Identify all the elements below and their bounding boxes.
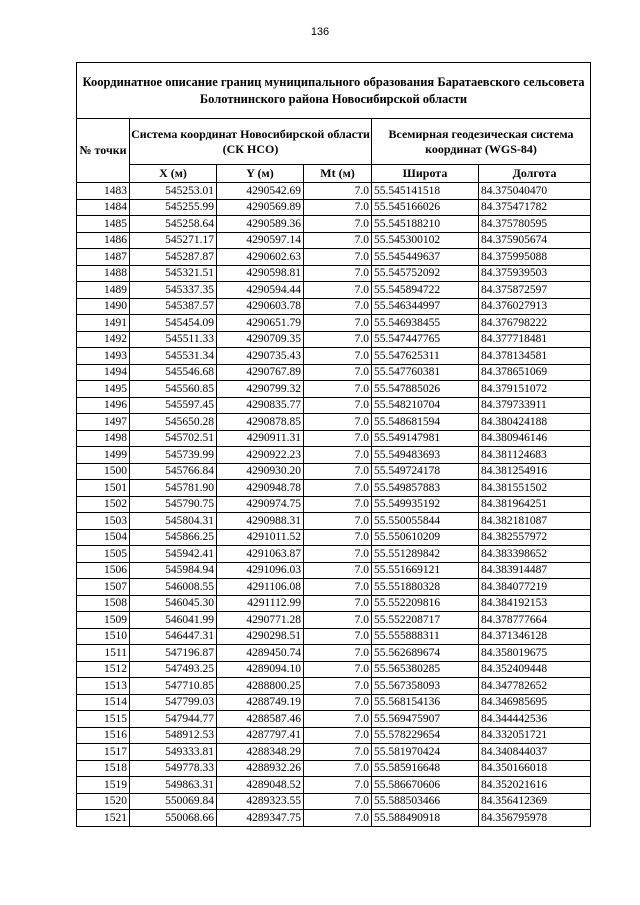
document-title: Координатное описание границ муниципального образования Баратаевского сельсовета Болотнинского района Новосибирской области <box>77 63 591 119</box>
table-body <box>77 183 591 827</box>
table-row <box>77 810 591 827</box>
x-cell: 545984.94 <box>130 562 217 579</box>
longitude-cell: 84.378777664 <box>479 612 591 629</box>
latitude-cell: 55.547447765 <box>372 331 479 348</box>
mt-cell: 7.0 <box>304 546 372 563</box>
x-cell: 545511.33 <box>130 331 217 348</box>
table-row <box>77 364 591 381</box>
latitude-cell: 55.550055844 <box>372 513 479 530</box>
table-row <box>77 562 591 579</box>
point-number-header: № точки <box>77 119 130 183</box>
y-cell: 4290835.77 <box>217 397 304 414</box>
mt-cell: 7.0 <box>304 579 372 596</box>
longitude-cell: 84.376027913 <box>479 298 591 315</box>
longitude-cell: 84.340844037 <box>479 744 591 761</box>
x-cell: 546008.55 <box>130 579 217 596</box>
point-number-cell: 1510 <box>77 628 130 645</box>
longitude-cell: 84.380424188 <box>479 414 591 431</box>
y-cell: 4290651.79 <box>217 315 304 332</box>
latitude-cell: 55.581970424 <box>372 744 479 761</box>
point-number-cell: 1483 <box>77 183 130 200</box>
mt-cell: 7.0 <box>304 595 372 612</box>
y-cell: 4290878.85 <box>217 414 304 431</box>
point-number-cell: 1491 <box>77 315 130 332</box>
table-row <box>77 793 591 810</box>
table-row <box>77 298 591 315</box>
longitude-cell: 84.384077219 <box>479 579 591 596</box>
point-number-cell: 1516 <box>77 727 130 744</box>
latitude-cell: 55.567358093 <box>372 678 479 695</box>
table-row <box>77 579 591 596</box>
longitude-cell: 84.375471782 <box>479 199 591 216</box>
table-row <box>77 678 591 695</box>
point-number-cell: 1507 <box>77 579 130 596</box>
x-cell: 545942.41 <box>130 546 217 563</box>
latitude-cell: 55.545752092 <box>372 265 479 282</box>
latitude-cell: 55.546938455 <box>372 315 479 332</box>
latitude-cell: 55.547760381 <box>372 364 479 381</box>
table-row <box>77 694 591 711</box>
longitude-cell: 84.375939503 <box>479 265 591 282</box>
latitude-cell: 55.552208717 <box>372 612 479 629</box>
x-cell: 545337.35 <box>130 282 217 299</box>
mt-cell: 7.0 <box>304 232 372 249</box>
latitude-cell: 55.549483693 <box>372 447 479 464</box>
point-number-cell: 1515 <box>77 711 130 728</box>
mt-cell: 7.0 <box>304 315 372 332</box>
y-cell: 4288587.46 <box>217 711 304 728</box>
mt-cell: 7.0 <box>304 249 372 266</box>
table-row <box>77 199 591 216</box>
y-cell: 4290598.81 <box>217 265 304 282</box>
table-row <box>77 480 591 497</box>
table-row <box>77 760 591 777</box>
point-number-cell: 1506 <box>77 562 130 579</box>
latitude-cell: 55.555888311 <box>372 628 479 645</box>
mt-cell: 7.0 <box>304 645 372 662</box>
x-cell: 546041.99 <box>130 612 217 629</box>
longitude-cell: 84.371346128 <box>479 628 591 645</box>
y-cell: 4288932.26 <box>217 760 304 777</box>
longitude-cell: 84.381964251 <box>479 496 591 513</box>
mt-cell: 7.0 <box>304 612 372 629</box>
latitude-cell: 55.549935192 <box>372 496 479 513</box>
point-number-cell: 1514 <box>77 694 130 711</box>
longitude-cell: 84.382557972 <box>479 529 591 546</box>
longitude-cell: 84.377718481 <box>479 331 591 348</box>
longitude-cell: 84.375905674 <box>479 232 591 249</box>
point-number-cell: 1512 <box>77 661 130 678</box>
x-cell: 547493.25 <box>130 661 217 678</box>
y-cell: 4289094.10 <box>217 661 304 678</box>
table-row <box>77 430 591 447</box>
mt-cell: 7.0 <box>304 562 372 579</box>
y-cell: 4290603.78 <box>217 298 304 315</box>
latitude-cell: 55.547885026 <box>372 381 479 398</box>
mt-cell: 7.0 <box>304 183 372 200</box>
x-cell: 545387.57 <box>130 298 217 315</box>
y-cell: 4291096.03 <box>217 562 304 579</box>
table-row <box>77 348 591 365</box>
y-cell: 4290974.75 <box>217 496 304 513</box>
point-number-cell: 1518 <box>77 760 130 777</box>
latitude-cell: 55.586670606 <box>372 777 479 794</box>
y-cell: 4291011.52 <box>217 529 304 546</box>
y-cell: 4290542.69 <box>217 183 304 200</box>
x-cell: 545531.34 <box>130 348 217 365</box>
y-header: Y (м) <box>217 165 304 183</box>
longitude-cell: 84.375872597 <box>479 282 591 299</box>
latitude-cell: 55.546344997 <box>372 298 479 315</box>
table-row <box>77 282 591 299</box>
longitude-cell: 84.380946146 <box>479 430 591 447</box>
latitude-cell: 55.588503466 <box>372 793 479 810</box>
longitude-cell: 84.381551502 <box>479 480 591 497</box>
table-row <box>77 661 591 678</box>
latitude-cell: 55.545141518 <box>372 183 479 200</box>
x-cell: 545766.84 <box>130 463 217 480</box>
y-cell: 4289323.55 <box>217 793 304 810</box>
x-cell: 545866.25 <box>130 529 217 546</box>
longitude-cell: 84.382181087 <box>479 513 591 530</box>
table-row <box>77 397 591 414</box>
latitude-cell: 55.549724178 <box>372 463 479 480</box>
mt-cell: 7.0 <box>304 678 372 695</box>
y-cell: 4290988.31 <box>217 513 304 530</box>
table-row <box>77 744 591 761</box>
mt-cell: 7.0 <box>304 414 372 431</box>
y-cell: 4288749.19 <box>217 694 304 711</box>
y-cell: 4290911.31 <box>217 430 304 447</box>
y-cell: 4290930.20 <box>217 463 304 480</box>
y-cell: 4291112.99 <box>217 595 304 612</box>
table-row <box>77 513 591 530</box>
x-cell: 545560.85 <box>130 381 217 398</box>
longitude-cell: 84.379733911 <box>479 397 591 414</box>
longitude-cell: 84.332051721 <box>479 727 591 744</box>
longitude-header: Долгота <box>479 165 591 183</box>
mt-cell: 7.0 <box>304 463 372 480</box>
longitude-cell: 84.356795978 <box>479 810 591 827</box>
x-cell: 550069.84 <box>130 793 217 810</box>
point-number-cell: 1492 <box>77 331 130 348</box>
y-cell: 4289450.74 <box>217 645 304 662</box>
latitude-cell: 55.547625311 <box>372 348 479 365</box>
point-number-cell: 1489 <box>77 282 130 299</box>
latitude-cell: 55.545300102 <box>372 232 479 249</box>
x-cell: 550068.66 <box>130 810 217 827</box>
x-cell: 545597.45 <box>130 397 217 414</box>
point-number-cell: 1517 <box>77 744 130 761</box>
latitude-cell: 55.545188210 <box>372 216 479 233</box>
mt-cell: 7.0 <box>304 529 372 546</box>
mt-cell: 7.0 <box>304 694 372 711</box>
mt-cell: 7.0 <box>304 282 372 299</box>
table-row <box>77 447 591 464</box>
mt-cell: 7.0 <box>304 744 372 761</box>
point-number-cell: 1519 <box>77 777 130 794</box>
table-row <box>77 414 591 431</box>
table-row <box>77 612 591 629</box>
point-number-cell: 1508 <box>77 595 130 612</box>
y-cell: 4290771.28 <box>217 612 304 629</box>
mt-cell: 7.0 <box>304 447 372 464</box>
y-cell: 4288348.29 <box>217 744 304 761</box>
latitude-cell: 55.549857883 <box>372 480 479 497</box>
latitude-cell: 55.545449637 <box>372 249 479 266</box>
x-cell: 545546.68 <box>130 364 217 381</box>
latitude-cell: 55.551669121 <box>372 562 479 579</box>
latitude-cell: 55.568154136 <box>372 694 479 711</box>
x-cell: 545258.64 <box>130 216 217 233</box>
mt-cell: 7.0 <box>304 777 372 794</box>
mt-cell: 7.0 <box>304 727 372 744</box>
longitude-cell: 84.375780595 <box>479 216 591 233</box>
y-cell: 4290767.89 <box>217 364 304 381</box>
y-cell: 4290597.14 <box>217 232 304 249</box>
point-number-cell: 1509 <box>77 612 130 629</box>
longitude-cell: 84.375040470 <box>479 183 591 200</box>
longitude-cell: 84.352021616 <box>479 777 591 794</box>
x-cell: 545287.87 <box>130 249 217 266</box>
x-cell: 545454.09 <box>130 315 217 332</box>
longitude-cell: 84.376798222 <box>479 315 591 332</box>
y-cell: 4287797.41 <box>217 727 304 744</box>
longitude-cell: 84.381254916 <box>479 463 591 480</box>
x-cell: 549863.31 <box>130 777 217 794</box>
longitude-cell: 84.352409448 <box>479 661 591 678</box>
mt-cell: 7.0 <box>304 199 372 216</box>
longitude-cell: 84.379151072 <box>479 381 591 398</box>
latitude-cell: 55.551289842 <box>372 546 479 563</box>
mt-cell: 7.0 <box>304 216 372 233</box>
mt-cell: 7.0 <box>304 661 372 678</box>
latitude-cell: 55.552209816 <box>372 595 479 612</box>
point-number-cell: 1486 <box>77 232 130 249</box>
point-number-cell: 1501 <box>77 480 130 497</box>
y-cell: 4290594.44 <box>217 282 304 299</box>
y-cell: 4290922.23 <box>217 447 304 464</box>
mt-cell: 7.0 <box>304 760 372 777</box>
longitude-cell: 84.378651069 <box>479 364 591 381</box>
point-number-cell: 1495 <box>77 381 130 398</box>
table-row <box>77 331 591 348</box>
table-row <box>77 546 591 563</box>
point-number-cell: 1498 <box>77 430 130 447</box>
latitude-cell: 55.548210704 <box>372 397 479 414</box>
table-row <box>77 315 591 332</box>
table-row <box>77 529 591 546</box>
x-cell: 546045.30 <box>130 595 217 612</box>
longitude-cell: 84.350166018 <box>479 760 591 777</box>
mt-cell: 7.0 <box>304 397 372 414</box>
latitude-cell: 55.548681594 <box>372 414 479 431</box>
table-row <box>77 711 591 728</box>
longitude-cell: 84.358019675 <box>479 645 591 662</box>
point-number-cell: 1485 <box>77 216 130 233</box>
table-row <box>77 463 591 480</box>
page-number: 136 <box>310 26 330 38</box>
table-row <box>77 628 591 645</box>
longitude-cell: 84.381124683 <box>479 447 591 464</box>
x-cell: 547710.85 <box>130 678 217 695</box>
table-row <box>77 265 591 282</box>
longitude-cell: 84.383398652 <box>479 546 591 563</box>
mt-cell: 7.0 <box>304 480 372 497</box>
x-cell: 545804.31 <box>130 513 217 530</box>
point-number-cell: 1503 <box>77 513 130 530</box>
point-number-cell: 1511 <box>77 645 130 662</box>
x-cell: 547196.87 <box>130 645 217 662</box>
x-header: X (м) <box>130 165 217 183</box>
point-number-cell: 1505 <box>77 546 130 563</box>
mt-cell: 7.0 <box>304 381 372 398</box>
table-row <box>77 381 591 398</box>
table-row <box>77 496 591 513</box>
table-row <box>77 232 591 249</box>
y-cell: 4290569.89 <box>217 199 304 216</box>
x-cell: 547944.77 <box>130 711 217 728</box>
latitude-cell: 55.549147981 <box>372 430 479 447</box>
mt-cell: 7.0 <box>304 364 372 381</box>
latitude-cell: 55.545894722 <box>372 282 479 299</box>
mt-cell: 7.0 <box>304 793 372 810</box>
y-cell: 4288800.25 <box>217 678 304 695</box>
latitude-cell: 55.578229654 <box>372 727 479 744</box>
point-number-cell: 1484 <box>77 199 130 216</box>
x-cell: 545739.99 <box>130 447 217 464</box>
point-number-cell: 1493 <box>77 348 130 365</box>
mt-cell: 7.0 <box>304 810 372 827</box>
point-number-cell: 1521 <box>77 810 130 827</box>
point-number-cell: 1487 <box>77 249 130 266</box>
latitude-header: Широта <box>372 165 479 183</box>
x-cell: 545781.90 <box>130 480 217 497</box>
x-cell: 545253.01 <box>130 183 217 200</box>
table-row <box>77 183 591 200</box>
longitude-cell: 84.375995088 <box>479 249 591 266</box>
x-cell: 545790.75 <box>130 496 217 513</box>
point-number-cell: 1488 <box>77 265 130 282</box>
mt-header: Mt (м) <box>304 165 372 183</box>
table-row <box>77 645 591 662</box>
point-number-cell: 1499 <box>77 447 130 464</box>
mt-cell: 7.0 <box>304 711 372 728</box>
latitude-cell: 55.551880328 <box>372 579 479 596</box>
latitude-cell: 55.562689674 <box>372 645 479 662</box>
x-cell: 549778.33 <box>130 760 217 777</box>
y-cell: 4290709.35 <box>217 331 304 348</box>
mt-cell: 7.0 <box>304 496 372 513</box>
x-cell: 545271.17 <box>130 232 217 249</box>
y-cell: 4290799.32 <box>217 381 304 398</box>
longitude-cell: 84.356412369 <box>479 793 591 810</box>
mt-cell: 7.0 <box>304 348 372 365</box>
table-row <box>77 777 591 794</box>
wgs-system-header: Всемирная геодезическая система координат (WGS-84) <box>372 119 591 165</box>
longitude-cell: 84.383914487 <box>479 562 591 579</box>
point-number-cell: 1513 <box>77 678 130 695</box>
y-cell: 4291106.08 <box>217 579 304 596</box>
mt-cell: 7.0 <box>304 430 372 447</box>
longitude-cell: 84.347782652 <box>479 678 591 695</box>
x-cell: 547799.03 <box>130 694 217 711</box>
table-row <box>77 727 591 744</box>
y-cell: 4291063.87 <box>217 546 304 563</box>
longitude-cell: 84.384192153 <box>479 595 591 612</box>
table-row <box>77 216 591 233</box>
latitude-cell: 55.569475907 <box>372 711 479 728</box>
y-cell: 4290589.36 <box>217 216 304 233</box>
y-cell: 4290735.43 <box>217 348 304 365</box>
mt-cell: 7.0 <box>304 298 372 315</box>
point-number-cell: 1490 <box>77 298 130 315</box>
x-cell: 545321.51 <box>130 265 217 282</box>
mt-cell: 7.0 <box>304 513 372 530</box>
point-number-cell: 1502 <box>77 496 130 513</box>
mt-cell: 7.0 <box>304 331 372 348</box>
latitude-cell: 55.545166026 <box>372 199 479 216</box>
point-number-cell: 1520 <box>77 793 130 810</box>
latitude-cell: 55.550610209 <box>372 529 479 546</box>
longitude-cell: 84.344442536 <box>479 711 591 728</box>
latitude-cell: 55.588490918 <box>372 810 479 827</box>
latitude-cell: 55.565380285 <box>372 661 479 678</box>
x-cell: 548912.53 <box>130 727 217 744</box>
x-cell: 545702.51 <box>130 430 217 447</box>
local-system-header: Система координат Новосибирской области (СК НСО) <box>130 119 372 165</box>
point-number-cell: 1494 <box>77 364 130 381</box>
y-cell: 4290602.63 <box>217 249 304 266</box>
table-row <box>77 595 591 612</box>
y-cell: 4290948.78 <box>217 480 304 497</box>
table-row <box>77 249 591 266</box>
x-cell: 549333.81 <box>130 744 217 761</box>
mt-cell: 7.0 <box>304 265 372 282</box>
y-cell: 4290298.51 <box>217 628 304 645</box>
x-cell: 545650.28 <box>130 414 217 431</box>
longitude-cell: 84.346985695 <box>479 694 591 711</box>
point-number-cell: 1496 <box>77 397 130 414</box>
longitude-cell: 84.378134581 <box>479 348 591 365</box>
point-number-cell: 1504 <box>77 529 130 546</box>
y-cell: 4289347.75 <box>217 810 304 827</box>
latitude-cell: 55.585916648 <box>372 760 479 777</box>
x-cell: 546447.31 <box>130 628 217 645</box>
y-cell: 4289048.52 <box>217 777 304 794</box>
x-cell: 545255.99 <box>130 199 217 216</box>
coordinates-table <box>76 62 591 827</box>
point-number-cell: 1500 <box>77 463 130 480</box>
mt-cell: 7.0 <box>304 628 372 645</box>
point-number-cell: 1497 <box>77 414 130 431</box>
